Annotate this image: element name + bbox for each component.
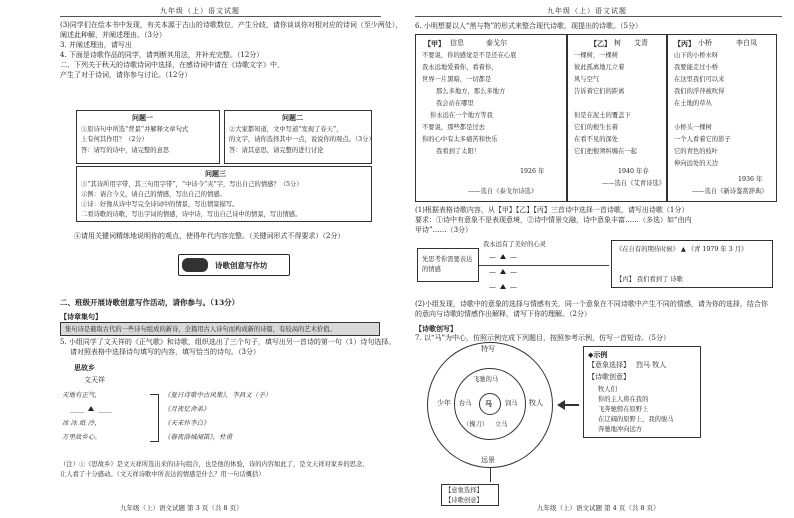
- poem-title: 信息: [450, 39, 464, 47]
- question-box-3-line: ①诗：好像从诗中写完全诗词中的情景，写出情景描写。: [81, 201, 239, 208]
- banner-ornament-icon: [182, 258, 208, 272]
- right-header-rule: [415, 16, 782, 17]
- poem-line: 告诉着它们的距离: [574, 88, 625, 95]
- table-blank-2[interactable]: — —: [489, 268, 517, 276]
- wheel-down-line: [490, 468, 491, 482]
- poem-line: 我们的浮萍被吹得: [674, 88, 725, 95]
- poem-title: 树: [614, 39, 621, 47]
- tag-collect: 【诗章集句】: [60, 312, 102, 321]
- question-box-1: [76, 110, 220, 164]
- poem-line: 小桥头一棵树: [674, 124, 712, 131]
- footnote: （注）①《思故乡》是文天祥所选出来的诗句组合，也是他的体验，诗的内容如此了，是文天祥对家乡的思念，: [60, 461, 369, 468]
- example-poem-line: 在辽阔的原野上，我的骏马: [598, 416, 674, 423]
- left-footer: 九年级（上）语文试题 第 3 页（共 8 页）: [120, 504, 243, 512]
- q6-1b: 要求：①诗中有意象不是表现意境，②诗中情景交融，诗中意象丰富……（多选）如“由内: [415, 216, 692, 224]
- poem-line: 不要说，你的感觉是不是还在心底: [422, 52, 517, 59]
- wheel-arrow-shaft: [565, 404, 579, 406]
- poem-line-right: 《月夜忆舍弟》: [164, 405, 210, 413]
- poem-line: 山下的小桥水呀: [674, 52, 719, 59]
- table-left-text: 先思考你需要表达的情感: [422, 256, 473, 273]
- poem-tag: 【丙】: [674, 39, 695, 48]
- poem-box-yi: [567, 34, 667, 202]
- poem-line: 你永远在一个地方等我: [430, 112, 493, 119]
- poem-bracket: [150, 394, 159, 442]
- poem-source: ——选自《泰戈尔诗选》: [468, 188, 538, 195]
- question-box-2-line: 的文字，请你选择其中一点，说说你的观点。（3分）: [229, 136, 375, 143]
- left-header: 九年级（上）语文试题: [160, 7, 240, 15]
- example-title: ◆示例: [588, 350, 608, 359]
- poem-line: 风与空气: [574, 76, 600, 83]
- wheel-center: 马: [485, 399, 492, 408]
- table-connector: [479, 265, 609, 266]
- blank-marker-icon: [500, 254, 506, 259]
- q5-sub: 请对照表格中选择诗句填写的内容，填写恰当的诗句。（3分）: [70, 348, 260, 356]
- left-line-2: 阐述此种解，并阐述理由。（3分）: [60, 31, 166, 39]
- wheel-inner-left: 台马: [459, 400, 472, 407]
- question-box-1-title: 问题一: [132, 113, 153, 122]
- writing-workshop-banner: [178, 254, 290, 276]
- wheel-top: 特写: [481, 345, 495, 353]
- poem-line-left: 天地有正气，: [62, 391, 101, 399]
- poem-box-bing: [667, 34, 777, 202]
- wheel-inner-bottom-left: （操刀）: [463, 421, 489, 428]
- question-box-3-line: ③“其诗所用字带，其三句用字带”，“中诗今“夹”字，写出自己的情感？（5分）: [81, 181, 303, 188]
- poem-line: 在土地的草丛: [674, 100, 712, 107]
- poem-line-left: 冰 冰 纸 冷，: [62, 419, 101, 427]
- example-row1-value: 烈马 牧人: [636, 361, 667, 369]
- wheel-bottom: 远景: [481, 456, 495, 464]
- poem-line: 伸向远处的天边: [674, 160, 719, 167]
- example-poem-line: 你的主人将在我的: [598, 396, 649, 403]
- poem-line: 那么多地方，那么多地方: [436, 88, 506, 95]
- poem-date: 1936 年: [738, 176, 763, 183]
- table-right-box: [611, 240, 773, 288]
- blank-marker-icon: [88, 406, 94, 411]
- poem-box-jia: [415, 34, 567, 202]
- q6-text: 6. 小明想要以人“黑与物”的形式来整合现代诗歌，现提出的诗歌。（5分）: [415, 22, 643, 30]
- q6-2b: 的意向与诗歌的情感作出解释，请写下你的理解。（2分）: [415, 310, 591, 318]
- q6-1: (1)根据表格诗歌内容，从【甲】【乙】【丙】三首诗中选择一首诗歌，请写出诗歌（1分）: [415, 206, 689, 214]
- poem-line: 世界一片黑暗，一切都是: [422, 76, 492, 83]
- left-line-4: 4. 下面是诗歌作品的同学，请判断其用法，并补充完整。（12分）: [60, 51, 264, 59]
- tag-create: 【诗歌创写】: [415, 324, 457, 333]
- question-box-1-line: 上有何其作用？（2分）: [81, 136, 148, 143]
- example-row2-label: 【诗歌创意】: [588, 373, 630, 381]
- poem-line: 彼此孤离地兀立着: [574, 64, 625, 71]
- poem-author: 李白凤: [736, 39, 757, 47]
- poem-author: 泰戈尔: [486, 39, 507, 47]
- question-box-2-line: 答：请其意思，请完整的进行讨论: [229, 147, 324, 154]
- example-box: [583, 346, 701, 438]
- question-box-3-line: 示例：请合今义，请自己的情感，写出自己的情感。: [81, 191, 226, 198]
- poem-line-right: 《春夜洛城闻笛》，杜甫: [164, 433, 233, 441]
- poem-author: 文天祥: [84, 376, 105, 384]
- left-line-3: 3. 并阐述理由，请写出: [60, 41, 132, 49]
- poem-line: 不要说，那些都是过去: [422, 124, 485, 131]
- poem-line: 一棵树，一棵树: [574, 52, 619, 59]
- collect-intro-box: [60, 322, 380, 336]
- q4-line: ④请用关键词精练地说明你的观点，使得年代内容完整。（关键词形式不得要求）（2分）: [74, 232, 345, 240]
- poem-title: 小桥: [698, 39, 712, 47]
- q7-text: 7. 以“马”为中心，仿照示例完成下列题目，按照参考示例，仿写一首短诗。（5分）: [415, 334, 671, 342]
- table-blank-3[interactable]: — —: [489, 283, 517, 291]
- question-box-3: [76, 166, 372, 222]
- table-right-bottom: 【丙】 我们看到了 诗歌: [616, 276, 683, 283]
- right-header: 九年级（上）语文试题: [547, 7, 627, 15]
- question-box-1-line: ①原诗句中所选“背景”并解释文章句式: [81, 126, 189, 133]
- q5-text: 5. 小组同学了文天祥的《正气歌》和诗歌，组织选出了三个句子，填写出另一首诗的第一句（1）诗句选择。: [60, 338, 396, 346]
- poem-line: 我永远地爱着你，看着你，: [422, 64, 498, 71]
- poem-line: 我看到了太阳！: [436, 148, 481, 155]
- poem-line: 我要能走过小桥: [674, 64, 719, 71]
- table-blank-1[interactable]: — —: [489, 253, 517, 261]
- table-mid-top: 我永远有了美好的心灵: [483, 241, 546, 248]
- left-line-1: (3)同学们在绘本书中发现，有关本源于古山的诗歌数位，产生分歧，请你谈谈你对相对应的诗词（至少两处），: [60, 21, 403, 29]
- question-box-2-title: 问题二: [282, 113, 303, 122]
- poem-author: 艾青: [634, 39, 648, 47]
- poem-line-right: 《天末怀李白》: [164, 419, 210, 427]
- collect-intro: 集句诗是截取古代的一些诗句组成的新诗，全篇用古人诗句而构成新的诗篇，有较高的艺术价值。: [65, 326, 336, 333]
- poem-line: 在看不见的深处: [574, 136, 619, 143]
- example-poem-line: 飞奔驰骋在原野上: [598, 406, 649, 413]
- blank-marker-icon: [500, 284, 506, 289]
- poem-source: ——选自《艾青诗选》: [602, 180, 665, 187]
- wheel-inner-right: 饲马: [505, 400, 518, 407]
- question-box-3-line: 二看诗歌的诗歌，写出字词的情感，诗中诗，写出自己诗中的情景，写出情感。: [81, 211, 302, 218]
- example-row1-label: 【意象选择】: [588, 361, 630, 369]
- left-header-rule: [60, 16, 381, 17]
- question-box-3-title: 问题三: [205, 169, 226, 178]
- banner-label: 诗歌创意写作坊: [215, 261, 268, 270]
- q6-2: (2)小组发现，诗歌中的意象的选择与情感有关，同一个意象在不同诗歌中产生不同的情感，请为你的选择，结合你: [415, 300, 768, 308]
- right-page: [397, 0, 794, 518]
- table-right-top: 《在自有的期待时候》 ▲ 《青 1979 年 3 月》: [616, 246, 748, 253]
- answer-box[interactable]: [441, 484, 499, 506]
- question-box-2-line: ②大家都知道，文中写道“发现了春天”，: [229, 126, 343, 133]
- section-title: 二、班级开展诗歌创意写作活动，请你参与。（13分）: [60, 298, 240, 307]
- wheel-inner-top: 飞驰的马: [473, 376, 499, 383]
- poem-line: 但是在泥土的覆盖下: [574, 112, 631, 119]
- right-footer: 九年级（上）语文试题 第 4 页（共 8 页）: [537, 504, 660, 512]
- poem-title: 思故乡: [74, 363, 95, 372]
- footnote-2: 让人看了十分感动。（文天祥诗歌中所表达的情感是什么？用一句话概括）: [60, 471, 265, 478]
- poem-line: 你的心中有太多痛苦和快乐: [422, 136, 498, 143]
- poem-tag: 【甲】: [424, 39, 445, 48]
- poem-line: 它的青色的枝叶: [674, 148, 719, 155]
- poem-date: 1940 年春: [618, 168, 649, 175]
- poem-date: 1926 年: [520, 168, 545, 175]
- poem-source: ——选自《新诗鉴赏辞典》: [692, 188, 768, 195]
- poem-tag: 【乙】: [590, 39, 611, 48]
- question-box-1-line: 答：请写的诗中，请完整的意思: [81, 147, 170, 154]
- poem-line: 它们的根生长着: [574, 124, 619, 131]
- wheel-arrow-icon: [557, 400, 565, 410]
- poem-line-left: 万里故乡心。: [62, 433, 101, 441]
- table-left-box: [417, 248, 479, 282]
- q6-1c: 甲诗”……（3分）: [415, 226, 473, 234]
- question-box-2: [224, 110, 375, 164]
- wheel-right: 牧人: [529, 399, 543, 407]
- poem-line: 一个人看着它的影子: [674, 136, 731, 143]
- answer-label-imagery: 【意象选择】: [445, 487, 483, 494]
- wheel-inner-bottom-right: 立马: [495, 421, 508, 428]
- left-line-5: 二、下列关于秋天的诗歌诗词中选择，在感诗词中请在《诗歌文字》中，: [60, 61, 284, 69]
- example-poem-line: 牧人们: [598, 386, 617, 393]
- answer-label-creation: 【诗歌创意】: [445, 497, 483, 504]
- poem-blank-line[interactable]: ____ ____: [70, 405, 112, 413]
- poem-line: 我会站在哪里: [436, 100, 474, 107]
- left-line-6: 产生了对于诗词，请你参与讨论。（12分）: [60, 71, 192, 79]
- example-poem-line: 奔驰地冲向远方: [598, 426, 643, 433]
- blank-marker-icon: [500, 269, 506, 274]
- poem-line: 它们把根须纠缠在一起: [574, 148, 637, 155]
- poem-line-right: 《夏日诗歌中古风集》，李昌文（予）: [164, 391, 272, 399]
- poem-line: 在这里我们可以来: [674, 76, 725, 83]
- wheel-left: 少年: [437, 399, 451, 407]
